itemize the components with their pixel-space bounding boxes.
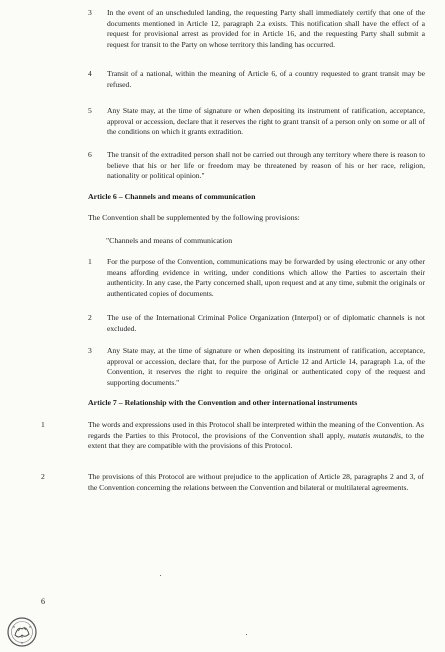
art5-item-4-number: 4	[88, 69, 92, 78]
art7-item-1-text-part1: The words and expressions used in this Protocol shall be interpreted within the meaning of the Convention. As regards the Parties to this Protocol, the provisions of the Convention shall apply,	[88, 420, 424, 440]
article-7-heading: Article 7 – Relationship with the Convention and other international instruments	[88, 398, 358, 407]
art6-item-3-text: Any State may, at the time of signature or when depositing its instrument of ratification, acceptance, approval or accession, declare that, for the purpose of Article 12 and Article 14, paragraph 1.a, of the Convention, it reserves the right to require the original or authenticated copy of the request and supporting documents."	[107, 346, 425, 387]
art7-item-1-text-part2: , to the extent that they are compatible with the provisions of this Protocol.	[88, 430, 424, 450]
mutatis-mutandis-term: mutatis mutandis	[347, 430, 401, 440]
art7-item-1-text	[88, 420, 424, 452]
art7-item-2-number: 2	[41, 472, 45, 481]
page-number: 6	[41, 597, 45, 606]
art6-item-1-number: 1	[88, 257, 92, 266]
article-6-intro: The Convention shall be supplemented by the following provisions:	[88, 213, 300, 222]
art6-item-2-text: The use of the International Criminal Police Organization (Interpol) or of diplomatic channels is not excluded.	[107, 313, 425, 333]
art5-item-5-number: 5	[88, 106, 92, 115]
art7-item-2-text: The provisions of this Protocol are without prejudice to the application of Article 28, paragraphs 2 and 3, of the Convention concerning the relations between the Convention and bilateral or multilateral agreements.	[88, 472, 424, 492]
art6-item-1-text: For the purpose of the Convention, communications may be forwarded by using electronic or any other means affording evidence in writing, under conditions which allow the Parties to ascertain their authenticity. In any case, the Party concerned shall, upon request and at any time, submit the originals or authenticated copies of documents.	[107, 257, 425, 298]
article-6-heading: Article 6 – Channels and means of communication	[88, 192, 256, 201]
scan-speck	[160, 575, 161, 576]
art5-item-3-text: In the event of an unscheduled landing, the requesting Party shall immediately certify that one of the documents mentioned in Article 12, paragraph 2.a exists. This notification shall have the effect of a request for provisional arrest as provided for in Article 16, and the requesting Party shall submit a request for transit to the Party on whose territory this landing has occurred.	[107, 8, 425, 49]
art6-item-3-number: 3	[88, 346, 92, 355]
art5-item-6-text: The transit of the extradited person shall not be carried out through any territory where there is reason to believe that his or her life or freedom may be threatened by reason of his or her race, religion, nationality or political opinion."	[107, 150, 425, 180]
art7-item-1-number: 1	[41, 420, 45, 429]
art6-item-2-number: 2	[88, 313, 92, 322]
seal-icon	[6, 616, 38, 648]
article-6-subheading: "Channels and means of communication	[106, 236, 233, 245]
art5-item-5-text: Any State may, at the time of signature or when depositing its instrument of ratification, acceptance, approval or accession, declare that it reserves the right to grant transit of a person only on some or all of the conditions on which it grants extradition.	[107, 106, 425, 136]
art5-item-6-number: 6	[88, 150, 92, 159]
art5-item-3-number: 3	[88, 8, 92, 17]
art5-item-4-text: Transit of a national, within the meaning of Article 6, of a country requested to grant transit may be refused.	[107, 69, 425, 89]
scan-speck	[246, 634, 247, 635]
